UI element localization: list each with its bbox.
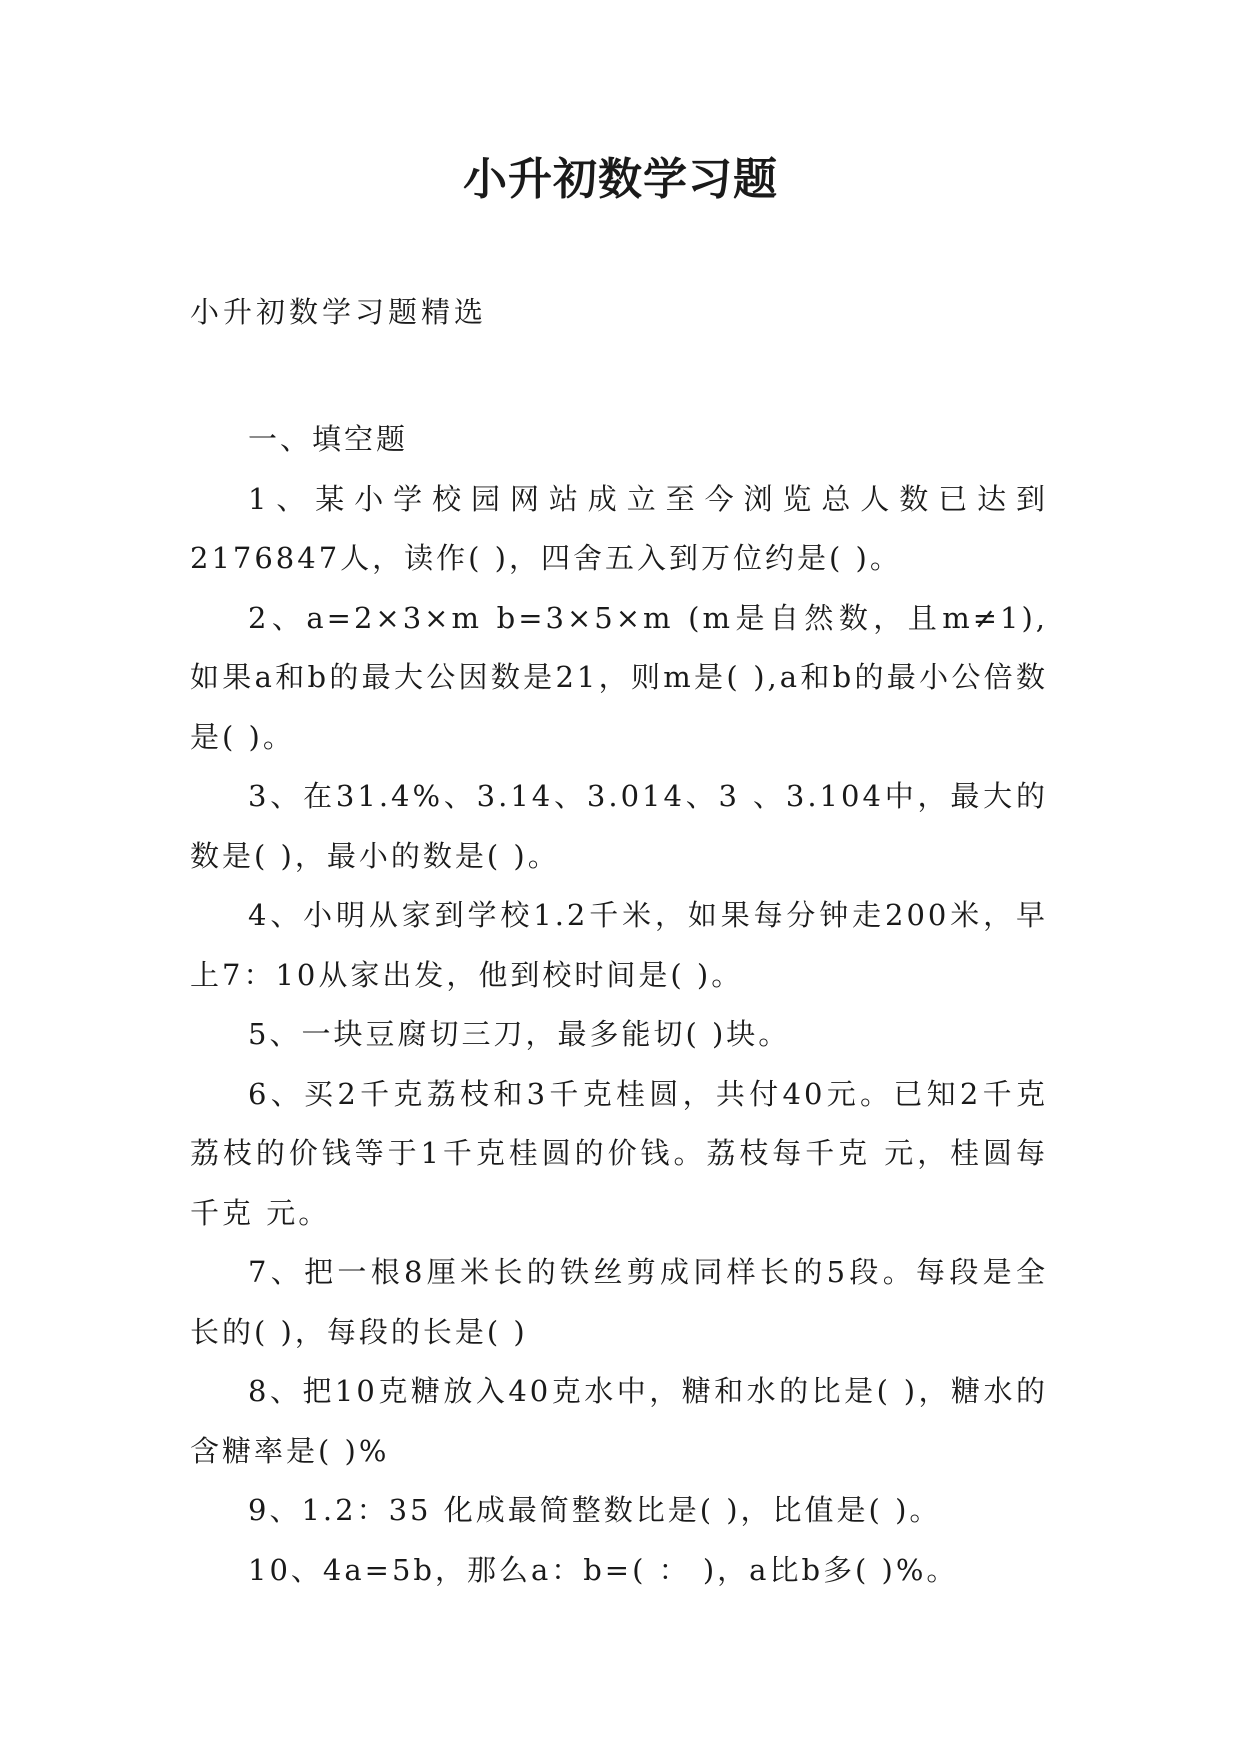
question-4: 4、小明从家到学校1.2千米，如果每分钟走200米，早上7：10从家出发，他到校时间是( )。 (190, 898, 1048, 992)
document-title: 小升初数学习题 (463, 154, 778, 205)
question-10: 10、4a=5b，那么a：b=( ： )，a比b多( )%。 (248, 1552, 959, 1587)
question-8: 8、把10克糖放入40克水中，糖和水的比是( )，糖水的含糖率是( )% (190, 1374, 1048, 1468)
document-body (190, 410, 1048, 1600)
question-2: 2、a=2×3×m b=3×5×m (m是自然数，且m≠1),如果a和b的最大公因数是21，则m是( ),a和b的最小公倍数是( )。 (190, 600, 1048, 754)
section-heading: 一、填空题 (248, 422, 409, 456)
question-5: 5、一块豆腐切三刀，最多能切( )块。 (248, 1017, 791, 1051)
question-7: 7、把一根8厘米长的铁丝剪成同样长的5段。每段是全长的( )，每段的长是( ) (190, 1255, 1048, 1349)
question-9: 9、1.2：35 化成最简整数比是( )，比值是( )。 (248, 1493, 942, 1527)
question-1: 1、某小学校园网站成立至今浏览总人数已达到2176847人，读作( )，四舍五入到万位约是( )。 (190, 481, 1048, 575)
question-6: 6、买2千克荔枝和3千克桂圆，共付40元。已知2千克荔枝的价钱等于1千克桂圆的价钱。荔枝每千克 元，桂圆每千克 元。 (190, 1076, 1048, 1230)
question-3: 3、在31.4%、3.14、3.014、3 、3.104中，最大的数是( )，最小的数是( )。 (190, 779, 1048, 873)
document-subtitle: 小升初数学习题精选 (190, 295, 488, 329)
